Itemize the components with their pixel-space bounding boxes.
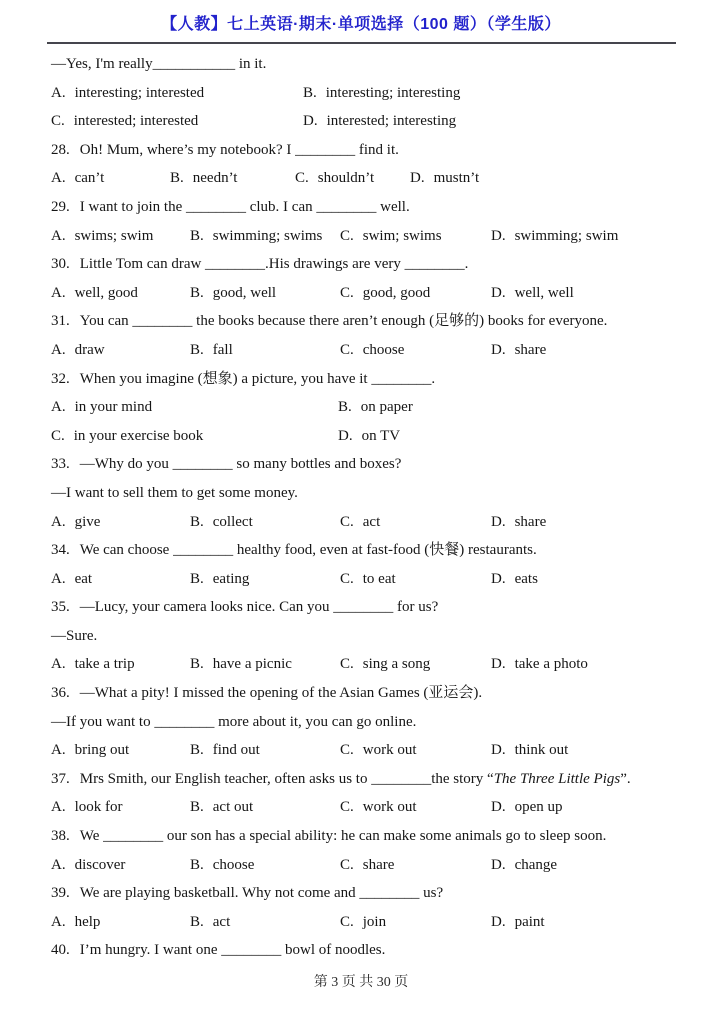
- option-label: B.: [190, 341, 204, 358]
- option-a: [51, 736, 190, 765]
- options-row: [51, 79, 694, 108]
- option-label: D.: [338, 427, 353, 444]
- option-b: [190, 279, 340, 308]
- question-text-tail: ”.: [620, 770, 631, 787]
- option-label: A.: [51, 913, 66, 930]
- option-a: [51, 793, 190, 822]
- option-text: well, well: [514, 284, 574, 301]
- option-label: B.: [190, 656, 204, 673]
- options-row-36: [51, 736, 694, 765]
- option-label: C.: [340, 513, 354, 530]
- option-c: [340, 908, 491, 937]
- option-b: [190, 851, 340, 880]
- option-c: [340, 336, 491, 365]
- option-c: [340, 279, 491, 308]
- options-row-35: [51, 650, 694, 679]
- option-label: C.: [340, 856, 354, 873]
- option-text: work out: [362, 799, 417, 816]
- option-a: [51, 164, 170, 193]
- option-label: D.: [491, 341, 506, 358]
- option-label: D.: [491, 227, 506, 244]
- question-text: I’m hungry. I want one ________ bowl of noodles.: [79, 942, 386, 959]
- options-row: [51, 107, 694, 136]
- question-text: You can ________ the books because there aren’t enough (足够的) books for everyone.: [79, 313, 608, 330]
- option-d: [491, 222, 694, 251]
- question-37: [51, 765, 694, 794]
- option-text: well, good: [74, 284, 138, 301]
- option-d: [491, 793, 694, 822]
- option-text: swims; swim: [74, 227, 154, 244]
- option-text: collect: [212, 513, 253, 530]
- options-row-38: [51, 851, 694, 880]
- option-d: [491, 336, 694, 365]
- question-number: 29.: [51, 198, 70, 215]
- options-row-34: [51, 565, 694, 594]
- line-text: —Sure.: [51, 627, 98, 644]
- options-row-30: [51, 279, 694, 308]
- option-c: [51, 107, 303, 136]
- option-d: [491, 565, 694, 594]
- dialog-line: [51, 50, 694, 79]
- page-number: 第 3 页 共 30 页: [313, 975, 409, 990]
- question-text: —Lucy, your camera looks nice. Can you ________ for us?: [79, 599, 439, 616]
- page-title: 【人教】七上英语·期末·单项选择（100 题）（学生版）: [161, 16, 561, 33]
- option-text: act: [362, 513, 381, 530]
- option-text: interesting; interested: [74, 84, 205, 101]
- options-row-29: [51, 222, 694, 251]
- option-label: A.: [51, 399, 66, 416]
- option-label: B.: [190, 856, 204, 873]
- question-text: I want to join the ________ club. I can ________ well.: [79, 198, 410, 215]
- option-a: [51, 79, 303, 108]
- option-text: swimming; swims: [212, 227, 323, 244]
- option-b: [303, 79, 694, 108]
- option-b: [190, 508, 340, 537]
- question-text: Little Tom can draw ________.His drawings are very ________.: [79, 256, 469, 273]
- option-c: [340, 736, 491, 765]
- option-label: B.: [190, 570, 204, 587]
- question-text: —What a pity! I missed the opening of the Asian Games (亚运会).: [79, 685, 483, 702]
- option-text: to eat: [362, 570, 396, 587]
- option-a: [51, 565, 190, 594]
- option-text: bring out: [74, 742, 130, 759]
- option-a: [51, 279, 190, 308]
- option-label: C.: [340, 570, 354, 587]
- option-label: C.: [340, 742, 354, 759]
- option-text: can’t: [74, 170, 105, 187]
- option-text: interested; interesting: [326, 113, 457, 130]
- option-label: B.: [190, 513, 204, 530]
- option-label: B.: [338, 399, 352, 416]
- question-number: 40.: [51, 942, 70, 959]
- option-label: D.: [303, 113, 318, 130]
- option-text: fall: [212, 341, 233, 358]
- question-text: We are playing basketball. Why not come and ________ us?: [79, 885, 444, 902]
- option-d: [491, 650, 694, 679]
- option-text: in your exercise book: [73, 427, 204, 444]
- option-label: B.: [190, 913, 204, 930]
- question-39: [51, 879, 694, 908]
- option-text: eating: [212, 570, 250, 587]
- question-text: We can choose ________ healthy food, even at fast-food (快餐) restaurants.: [79, 542, 537, 559]
- option-d: [338, 422, 694, 451]
- option-label: D.: [491, 742, 506, 759]
- option-label: B.: [170, 170, 184, 187]
- question-36: [51, 679, 694, 708]
- option-text: act out: [212, 799, 254, 816]
- option-label: C.: [340, 341, 354, 358]
- option-label: C.: [340, 799, 354, 816]
- option-text: mustn’t: [433, 170, 480, 187]
- option-d: [491, 279, 694, 308]
- option-text: have a picnic: [212, 656, 292, 673]
- option-label: D.: [491, 856, 506, 873]
- option-label: D.: [491, 570, 506, 587]
- question-29: [51, 193, 694, 222]
- option-d: [491, 908, 694, 937]
- option-b: [190, 908, 340, 937]
- option-text: eat: [74, 570, 93, 587]
- option-text: find out: [212, 742, 260, 759]
- option-a: [51, 851, 190, 880]
- option-label: C.: [340, 913, 354, 930]
- question-40: [51, 936, 694, 965]
- option-label: C.: [51, 427, 65, 444]
- line-text: —I want to sell them to get some money.: [51, 484, 298, 501]
- option-b: [190, 793, 340, 822]
- option-label: A.: [51, 856, 66, 873]
- question-number: 37.: [51, 770, 70, 787]
- option-label: B.: [190, 284, 204, 301]
- question-list: [51, 50, 694, 965]
- option-b: [190, 565, 340, 594]
- options-row-39: [51, 908, 694, 937]
- option-d: [410, 164, 694, 193]
- option-c: [295, 164, 410, 193]
- option-text: share: [514, 513, 547, 530]
- option-text: share: [514, 341, 547, 358]
- option-text: interesting; interesting: [325, 84, 461, 101]
- question-text: Oh! Mum, where’s my notebook? I ________ find it.: [79, 141, 399, 158]
- option-label: A.: [51, 341, 66, 358]
- option-c: [340, 793, 491, 822]
- option-text: act: [212, 913, 231, 930]
- question-33: [51, 450, 694, 479]
- option-label: A.: [51, 513, 66, 530]
- question-number: 33.: [51, 456, 70, 473]
- dialog-line: [51, 708, 694, 737]
- option-text: think out: [514, 742, 569, 759]
- option-label: C.: [51, 113, 65, 130]
- option-a: [51, 393, 338, 422]
- question-31: [51, 307, 694, 336]
- option-text: good, well: [212, 284, 277, 301]
- option-label: B.: [190, 227, 204, 244]
- option-label: D.: [491, 656, 506, 673]
- option-label: A.: [51, 284, 66, 301]
- option-text: shouldn’t: [317, 170, 375, 187]
- question-number: 34.: [51, 542, 70, 559]
- option-a: [51, 222, 190, 251]
- option-c: [340, 851, 491, 880]
- option-text: paint: [514, 913, 545, 930]
- option-text: discover: [74, 856, 126, 873]
- option-label: D.: [491, 513, 506, 530]
- dialog-line: [51, 479, 694, 508]
- line-text: —Yes, I'm really___________ in it.: [51, 56, 267, 72]
- option-text: look for: [74, 799, 123, 816]
- question-text: We ________ our son has a special ability: he can make some animals go to sleep soon.: [79, 828, 607, 845]
- option-a: [51, 508, 190, 537]
- option-text: good, good: [362, 284, 431, 301]
- option-c: [340, 565, 491, 594]
- option-label: A.: [51, 170, 66, 187]
- option-b: [190, 336, 340, 365]
- option-c: [51, 422, 338, 451]
- option-text: help: [74, 913, 101, 930]
- option-text: sing a song: [362, 656, 431, 673]
- option-b: [190, 650, 340, 679]
- option-label: B.: [190, 799, 204, 816]
- option-label: D.: [410, 170, 425, 187]
- option-text: on paper: [360, 399, 413, 416]
- option-text: take a trip: [74, 656, 135, 673]
- question-text: Mrs Smith, our English teacher, often asks us to ________the story “: [79, 770, 494, 787]
- option-b: [170, 164, 295, 193]
- option-text: share: [362, 856, 395, 873]
- options-row-28: [51, 164, 694, 193]
- header-divider: [47, 42, 676, 44]
- question-number: 36.: [51, 685, 70, 702]
- option-text: in your mind: [74, 399, 153, 416]
- option-label: A.: [51, 84, 66, 101]
- options-row-37: [51, 793, 694, 822]
- option-label: D.: [491, 799, 506, 816]
- options-row-33: [51, 508, 694, 537]
- option-label: A.: [51, 227, 66, 244]
- option-d: [491, 736, 694, 765]
- option-label: C.: [340, 227, 354, 244]
- option-text: on TV: [361, 427, 401, 444]
- option-c: [340, 508, 491, 537]
- option-label: D.: [491, 913, 506, 930]
- option-text: take a photo: [514, 656, 588, 673]
- option-text: give: [74, 513, 101, 530]
- option-a: [51, 908, 190, 937]
- option-label: C.: [295, 170, 309, 187]
- option-text: choose: [362, 341, 405, 358]
- question-34: [51, 536, 694, 565]
- option-b: [190, 222, 340, 251]
- question-38: [51, 822, 694, 851]
- option-label: A.: [51, 742, 66, 759]
- option-text: needn’t: [192, 170, 238, 187]
- option-b: [190, 736, 340, 765]
- question-number: 35.: [51, 599, 70, 616]
- question-text: When you imagine (想象) a picture, you have it ________.: [79, 370, 436, 387]
- option-text: swimming; swim: [514, 227, 619, 244]
- question-number: 39.: [51, 885, 70, 902]
- option-text: swim; swims: [362, 227, 442, 244]
- question-number: 32.: [51, 370, 70, 387]
- question-30: [51, 250, 694, 279]
- option-text: open up: [514, 799, 563, 816]
- option-text: interested; interested: [73, 113, 199, 130]
- options-row-32b: [51, 422, 694, 451]
- option-label: A.: [51, 570, 66, 587]
- option-text: change: [514, 856, 558, 873]
- option-label: A.: [51, 656, 66, 673]
- line-text: —If you want to ________ more about it, you can go online.: [51, 713, 417, 730]
- option-label: B.: [303, 84, 317, 101]
- option-label: C.: [340, 656, 354, 673]
- option-text: draw: [74, 341, 105, 358]
- question-number: 38.: [51, 828, 70, 845]
- option-text: work out: [362, 742, 417, 759]
- question-32: [51, 365, 694, 394]
- option-text: join: [362, 913, 387, 930]
- option-b: [338, 393, 694, 422]
- options-row-32a: [51, 393, 694, 422]
- question-35: [51, 593, 694, 622]
- option-d: [491, 508, 694, 537]
- question-text: —Why do you ________ so many bottles and boxes?: [79, 456, 402, 473]
- option-a: [51, 650, 190, 679]
- question-28: [51, 136, 694, 165]
- option-c: [340, 222, 491, 251]
- option-d: [491, 851, 694, 880]
- option-a: [51, 336, 190, 365]
- option-label: B.: [190, 742, 204, 759]
- option-label: C.: [340, 284, 354, 301]
- question-number: 31.: [51, 313, 70, 330]
- question-number: 30.: [51, 256, 70, 273]
- option-label: A.: [51, 799, 66, 816]
- dialog-line: [51, 622, 694, 651]
- option-label: D.: [491, 284, 506, 301]
- option-text: eats: [514, 570, 538, 587]
- option-d: [303, 107, 694, 136]
- option-c: [340, 650, 491, 679]
- question-number: 28.: [51, 141, 70, 158]
- options-row-31: [51, 336, 694, 365]
- story-title-italic: The Three Little Pigs: [493, 770, 621, 787]
- option-text: choose: [212, 856, 255, 873]
